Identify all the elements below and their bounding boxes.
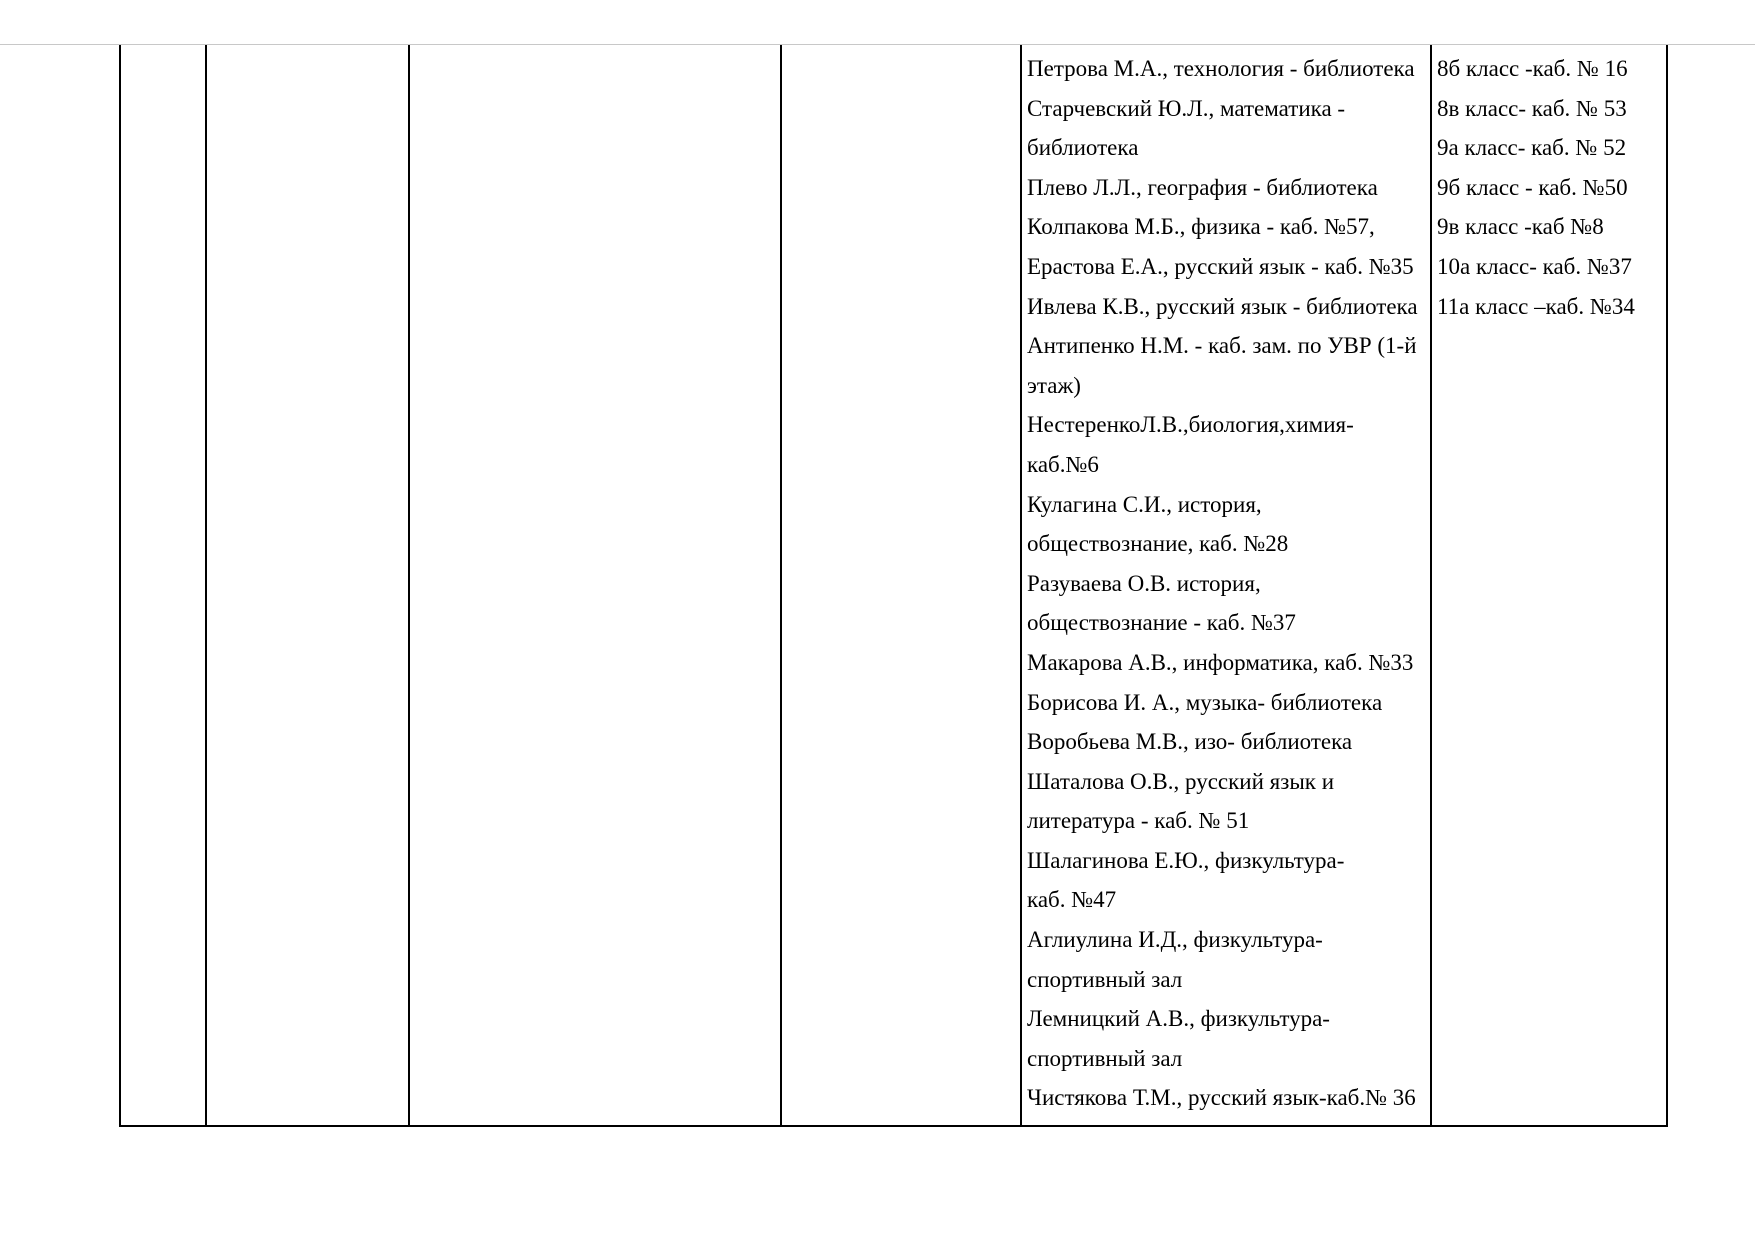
- table-cell-col-4: [781, 45, 1021, 1126]
- list-item: Борисова И. А., музыка- библиотека: [1027, 689, 1383, 715]
- list-item: Воробьева М.В., изо- библиотека: [1027, 729, 1353, 755]
- schedule-table: [119, 45, 1668, 1127]
- list-item: 11а класс –каб. №34: [1437, 293, 1635, 319]
- list-item: 9а класс- каб. № 52: [1437, 135, 1627, 161]
- list-item: спортивный зал: [1027, 966, 1183, 992]
- list-item: библиотека: [1027, 135, 1139, 161]
- list-item: 8б класс -каб. № 16: [1437, 56, 1628, 81]
- list-item: Кулагина С.И., история,: [1027, 491, 1262, 517]
- list-item: 8в класс- каб. № 53: [1437, 95, 1627, 121]
- list-item: Макарова А.В., информатика, каб. №33: [1027, 649, 1414, 675]
- table-row: [120, 45, 1667, 1126]
- list-item: Ивлева К.В., русский язык - библиотека: [1027, 293, 1418, 319]
- teachers-cell: [1021, 45, 1431, 1126]
- list-item: Лемницкий А.В., физкультура-: [1027, 1006, 1330, 1032]
- list-item: Старчевский Ю.Л., математика -: [1027, 95, 1346, 121]
- list-item: литература - каб. № 51: [1027, 808, 1250, 834]
- list-item: Колпакова М.Б., физика - каб. №57,: [1027, 214, 1375, 240]
- list-item: НестеренкоЛ.В.,биология,химия-: [1027, 412, 1354, 438]
- list-item: Шалагинова Е.Ю., физкультура-: [1027, 847, 1345, 873]
- list-item: Петрова М.А., технология - библиотека: [1027, 56, 1415, 81]
- list-item: спортивный зал: [1027, 1045, 1183, 1071]
- list-item: 9в класс -каб №8: [1437, 214, 1604, 240]
- list-item: обществознание - каб. №37: [1027, 610, 1296, 636]
- teachers-list: [1022, 45, 1430, 1118]
- list-item: 9б класс - каб. №50: [1437, 174, 1628, 200]
- list-item: Плево Л.Л., география - библиотека: [1027, 174, 1378, 200]
- classes-cell: [1431, 45, 1667, 1126]
- list-item: Шаталова О.В., русский язык и: [1027, 768, 1335, 794]
- list-item: каб.№6: [1027, 451, 1099, 477]
- list-item: обществознание, каб. №28: [1027, 531, 1289, 557]
- list-item: Антипенко Н.М. - каб. зам. по УВР (1-й: [1027, 333, 1417, 359]
- list-item: Чистякова Т.М., русский язык-каб.№ 36: [1027, 1085, 1416, 1111]
- list-item: каб. №47: [1027, 887, 1117, 913]
- list-item: Ерастова Е.А., русский язык - каб. №35: [1027, 253, 1414, 279]
- list-item: этаж): [1027, 372, 1081, 398]
- table-cell-col-1: [120, 45, 206, 1126]
- list-item: Аглиулина И.Д., физкультура-: [1027, 927, 1323, 953]
- list-item: 10а класс- каб. №37: [1437, 253, 1632, 279]
- table-cell-col-3: [409, 45, 781, 1126]
- list-item: Разуваева О.В. история,: [1027, 570, 1261, 596]
- table-cell-col-2: [206, 45, 409, 1126]
- classes-list: [1432, 45, 1666, 326]
